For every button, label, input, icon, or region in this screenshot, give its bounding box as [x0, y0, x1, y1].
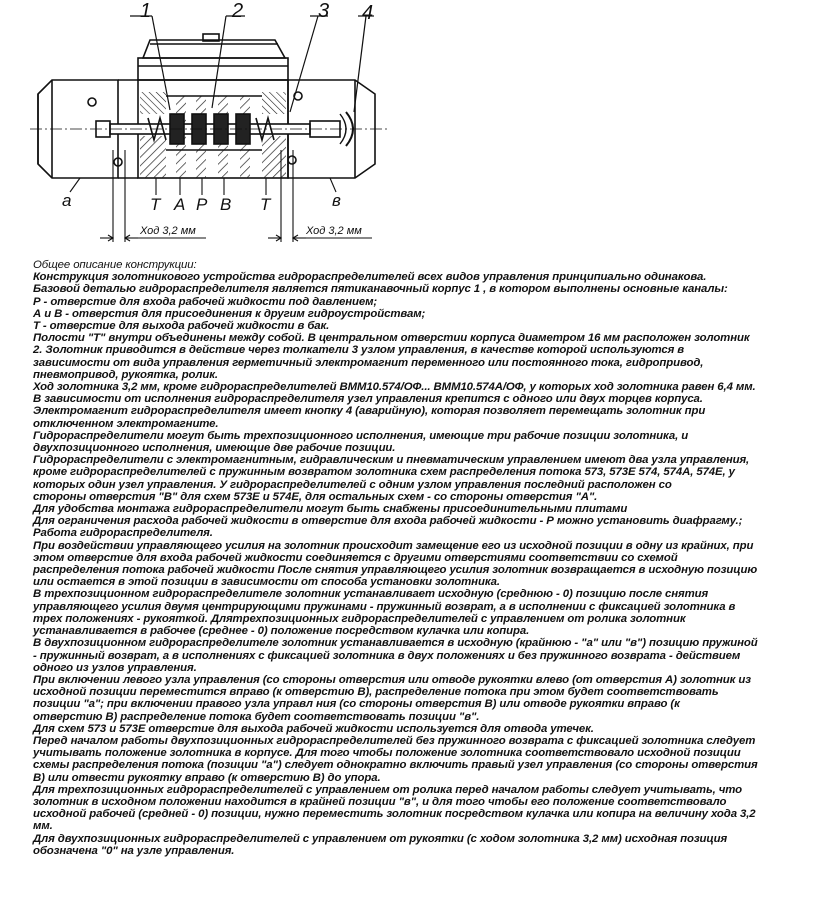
text-line: В двухпозиционном гидрораспределителе золотник устанавливается в исходную (крайнюю - "а" или "в") позицию пружиной [33, 637, 758, 650]
side-label-a: а [62, 191, 72, 210]
description-text [33, 259, 819, 857]
valve-drawing [0, 0, 824, 258]
port-label-p: P [196, 195, 208, 214]
callout-1: 1 [140, 0, 152, 22]
text-line: отверстию В) распределение потока будет соответствовать позиции "в". [33, 710, 480, 723]
port-label-t-right: T [260, 195, 271, 214]
text-line: Р - отверстие для входа рабочей жидкости под давлением; [33, 295, 378, 308]
text-line: В зависимости от исполнения гидрораспределителя узел управления крепится с одного или двух торцев корпуса. [33, 393, 703, 406]
text-line: Для двухпозиционных гидрораспределителей с управлением от рукоятки (с ходом золотника 3,2 мм) исходная позиция [33, 832, 728, 845]
text-line: Для удобства монтажа гидрораспределители могут быть снабжены присоединительными плитами [33, 503, 628, 516]
text-line: или остается в этой позиции в зависимости от способа установки золотника. [33, 576, 500, 589]
text-line: Конструкция золотникового устройства гидрораспределителей всех видов управления принципиально одинакова. [33, 271, 707, 284]
text-line: этом отверстие для входа рабочей жидкости соединяется с другими отверстиями соответствии со схемой [33, 551, 678, 564]
text-line: пневмопривод, рукоятка, ролик. [33, 368, 218, 381]
port-label-a: A [174, 195, 186, 214]
port-label-b: B [220, 195, 232, 214]
text-line: А и В - отверстия для присоединения к другим гидроустройствам; [33, 307, 426, 320]
text-line: Базовой деталью гидрораспределителя является пятиканавочный корпус 1 , в котором выполнены основные каналы: [33, 283, 728, 296]
terminal-box [138, 34, 288, 80]
text-line: зависимости от вида управления герметичный электромагнит переменного или постоянного тока, гидропривод, [33, 356, 704, 369]
text-line: Ход золотника 3,2 мм, кроме гидрораспределителей ВММ10.574/ОФ... ВММ10.574А/ОФ, у которых ход золотника равен 6,4 мм. [33, 381, 756, 394]
callout-4: 4 [362, 2, 374, 24]
text-line: исходной позиции переместится вправо (к отверстию В), распределение потока при этом будет соответствовать [33, 686, 719, 699]
text-line: Т - отверстие для выхода рабочей жидкости в бак. [33, 320, 330, 333]
callout-2: 2 [232, 0, 244, 22]
text-line: исходной рабочей (средней - 0) позиции, нужно переместить золотник посредством кулачка или копира на величину хода 3,2 [33, 808, 756, 821]
text-line: Работа гидрораспределителя. [33, 527, 213, 540]
side-label-b: в [332, 191, 341, 210]
text-line: Электромагнит гидрораспределителя имеет кнопку 4 (аварийную), которая позволяет перемещать золотник при [33, 405, 706, 418]
text-line: 2. Золотник приводится в действие через толкатели 3 узлом управления, в качестве которой используются в [33, 344, 685, 357]
stroke-label-left: Ход 3,2 мм [140, 225, 196, 237]
text-line: Для схем 573 и 573Е отверстие для выхода рабочей жидкости используется для отвода утечек. [33, 722, 594, 735]
text-line: золотник в исходном положении находится в крайней позиции "в", и для того чтобы его положение соответствовало [33, 795, 727, 808]
text-line: которых один узел управления. У гидрораспределителей с одним узлом управления последний расположен со [33, 478, 672, 491]
text-line: схемы распределения потока (позиции "а") следует однократно включить правый узел управления (со стороны отверстия [33, 759, 758, 772]
text-line: Гидрораспределители могут быть трехпозиционного исполнения, имеющие три рабочие позиции золотника, и [33, 429, 689, 442]
callout-3: 3 [318, 0, 330, 22]
port-leaders [70, 178, 336, 195]
text-line: При воздействии управляющего усилия на золотник происходит замещение его из исходной позиции в одну из крайних, при [33, 539, 754, 552]
text-line: обозначена "0" на узле управления. [33, 844, 235, 857]
stroke-label-right: Ход 3,2 мм [306, 225, 362, 237]
port-label-t-left: T [150, 195, 161, 214]
text-line: Общее описание конструкции: [33, 259, 197, 271]
text-line: управляющего усилия двумя центрирующими пружинами - пружинный возврат, а в исполнении с фиксацией золотника в [33, 600, 736, 613]
text-line: устанавливается в рабочее (среднее - 0) положение посредством кулачка или копира. [33, 625, 530, 638]
text-line: Полости "Т" внутри объединены между собой. В центральном отверстии корпуса диаметром 16 мм расположен золотник [33, 332, 750, 345]
text-line: При включении левого узла управления (со стороны отверстия или отводе рукоятки влево (от отверстия А) золотник из [33, 673, 751, 686]
text-line: Перед началом работы двухпозиционных гидрораспределителей без пружинного возврата с фиксацией золотника следует [33, 734, 756, 747]
text-line: мм. [33, 820, 53, 833]
text-line: В) или отвести рукоятку вправо (к отверстию В) до упора. [33, 771, 381, 784]
text-line: учитывать положение золотника в корпусе. Для того чтобы положение золотника соответствовало исходной позиции [33, 747, 741, 760]
text-line: распределения потока рабочей жидкости После снятия управляющего усилия золотник возвращается в исходную позицию [33, 564, 758, 577]
text-line: одного из узлов управления. [33, 661, 197, 674]
text-line: позиции "а"; при включении правого узла управл ния (со стороны отверстия В) или отводе рукоятки вправо (к [33, 698, 680, 711]
text-line: кроме гидрораспределителей с пружинным возвратом золотника схем распределения потока 573, 573Е 574, 574А, 574Е, у [33, 466, 735, 479]
text-line: Гидрораспределители с электромагнитным, гидравлическим и пневматическим управлением имеют два узла управления, [33, 454, 750, 467]
text-line: отключенном электромагните. [33, 417, 219, 430]
text-line: двухпозиционного исполнения, имеющие две рабочие позиции. [33, 442, 396, 455]
text-line: - пружинный возврат, а в исполнениях с фиксацией золотника в двух положениях и без пружинного возврата - действием [33, 649, 741, 662]
text-line: Для ограничения расхода рабочей жидкости в отверстие для входа рабочей жидкости - Р можно установить диафрагму.; [33, 515, 743, 528]
text-line: Для трехпозиционных гидрораспределителей с управлением от ролика перед началом работы следует учитывать, что [33, 783, 743, 796]
text-line: В трехпозиционном гидрораспределителе золотник устанавливает исходную (среднюю - 0) позицию после снятия [33, 588, 709, 601]
text-line: трех положениях - рукояткой. Длятрехпозиционных гидрораспределителей с управлением от ролика золотник [33, 612, 686, 625]
valve-cross-section-figure [0, 0, 824, 258]
text-line: стороны отверстия "В" для схем 573Е и 574Е, для остальных схем - со стороны отверстия "А". [33, 490, 598, 503]
callout-leaders [130, 16, 374, 112]
